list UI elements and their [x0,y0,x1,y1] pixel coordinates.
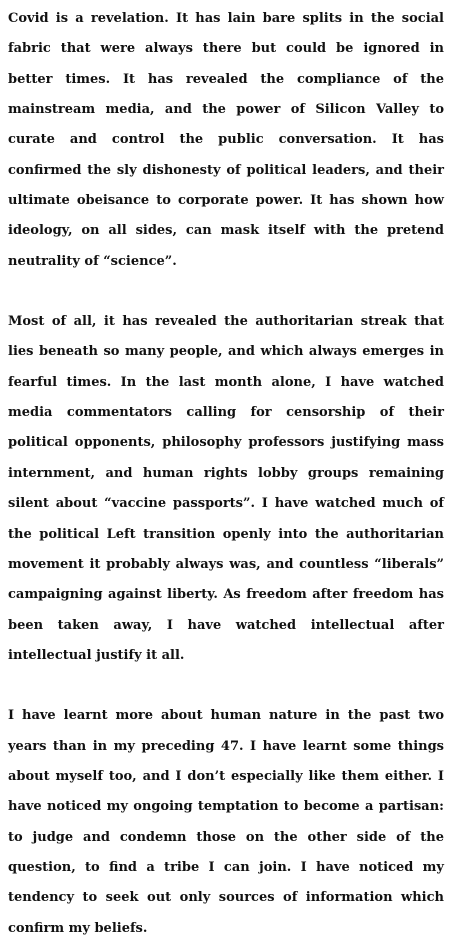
article-body [8,4,444,944]
paragraph-2: Most of all, it has revealed the authoritarian streak that lies beneath so many people, and which always emerges in fearful times. In the last month alone, I have watched media commentators calling for censorship of their political opponents, philosophy professors justifying mass internment, and human rights lobby groups remaining silent about “vaccine passports”. I have watched much of the political Left transition openly into the authoritarian movement it probably always was, and countless “liberals” campaigning against liberty. As freedom after freedom has been taken away, I have watched intellectual after intellectual justify it all. [8,314,444,663]
paragraph-1: Covid is a revelation. It has lain bare splits in the social fabric that were always there but could be ignored in better times. It has revealed the compliance of the mainstream media, and the power of Silicon Valley to curate and control the public conversation. It has confirmed the sly dishonesty of political leaders, and their ultimate obeisance to corporate power. It has shown how ideology, on all sides, can mask itself with the pretend neutrality of “science”. [8,11,444,269]
paragraph-3: I have learnt more about human nature in the past two years than in my preceding 47. I have learnt some things about myself too, and I don’t especially like them either. I have noticed my ongoing temptation to become a partisan: to judge and condemn those on the other side of the question, to find a tribe I can join. I have noticed my tendency to seek out only sources of information which confirm my beliefs. [8,708,444,936]
